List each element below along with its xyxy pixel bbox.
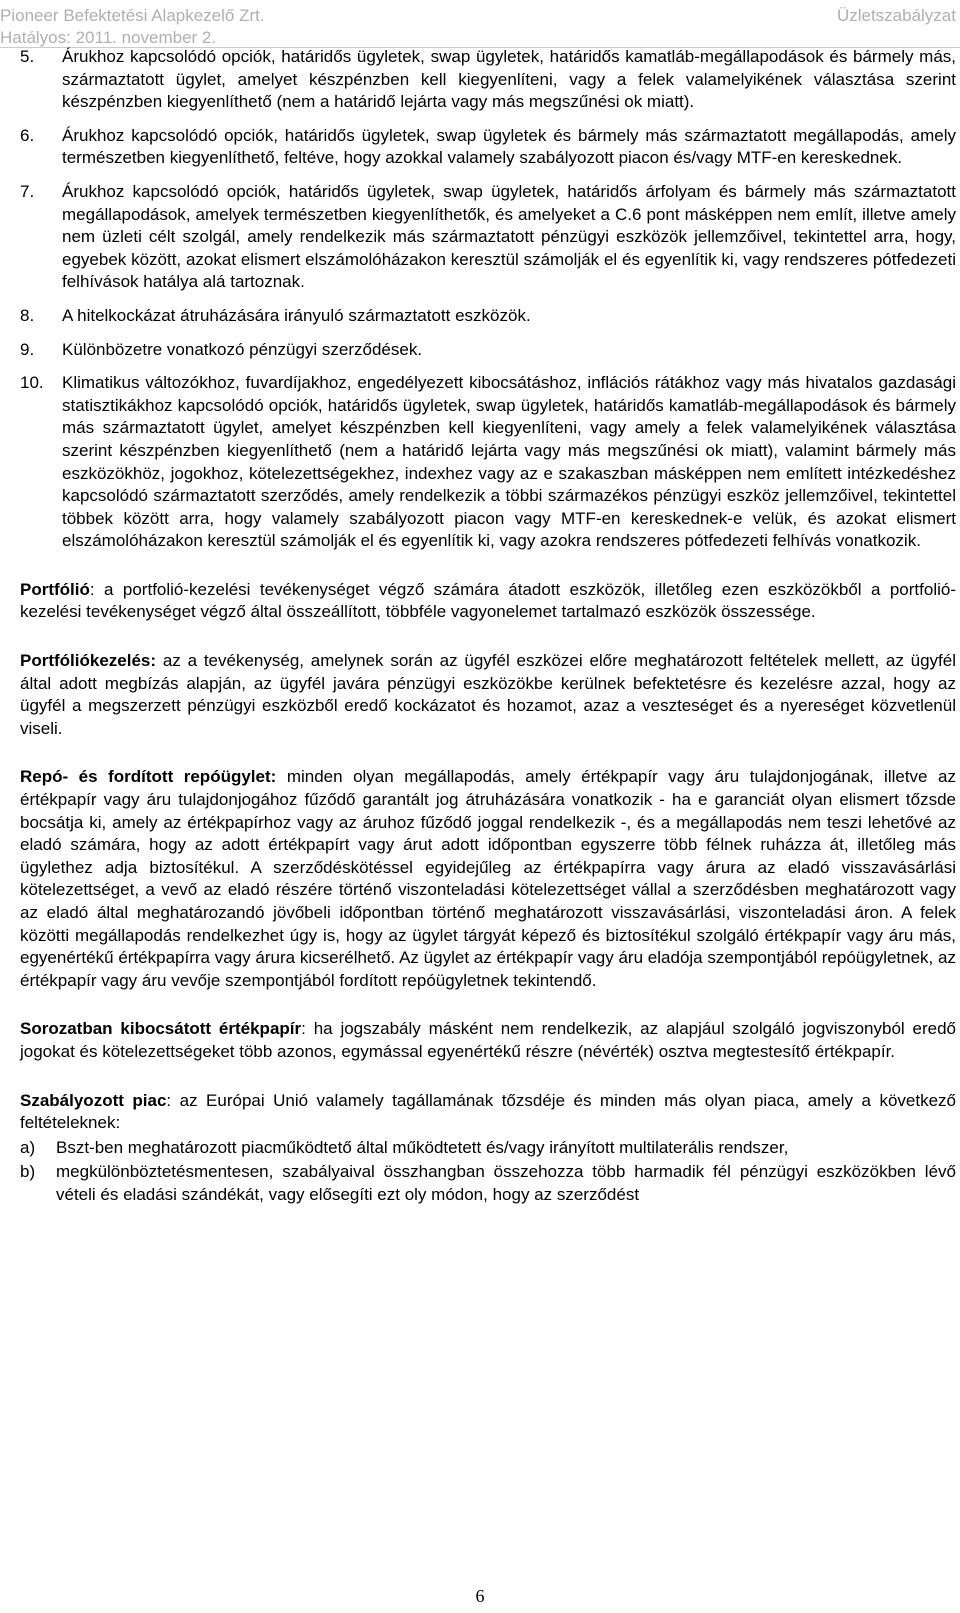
definition-separator	[276, 767, 287, 786]
list-item	[20, 125, 956, 170]
list-item-text: Árukhoz kapcsolódó opciók, határidős ügyletek, swap ügyletek és bármely más származtatott megállapodás, amely természetben kiegyenlíthető, feltéve, hogy azokkal valamely szabályozott piacon és/vagy MTF-en kereskednek.	[62, 125, 956, 168]
definition-text: az a tevékenység, amelynek során az ügyfél eszközei előre meghatározott feltételek mellett, az ügyfél által adott megbízás alapján, az ügyfél javára pénzügyi eszközökbe kerülnek befektetésre és kezelésre azzal, hogy az ügyfél a megszerzett pénzügyi eszközből eredő kockázatot és hozamot, azaz a veszteséget és a nyereséget közvetlenül viseli.	[20, 651, 956, 738]
definition-text: ha jogszabály másként nem rendelkezik, az alapjául szolgáló jogviszonyból eredő jogokat és kötelezettségeket több azonos, egymással egyenértékű részre (névérték) osztva megtestesítő értékpapír.	[20, 1019, 956, 1061]
definition-separator: :	[89, 579, 105, 599]
header-document-title: Üzletszabályzat	[836, 6, 956, 25]
list-item-number: 5.	[20, 47, 35, 66]
definition-portfolio	[20, 579, 956, 624]
definition-separator: :	[166, 1090, 180, 1110]
list-item-text: Klimatikus változókhoz, fuvardíjakhoz, engedélyezett kibocsátáshoz, inflációs rátákhoz vagy más hivatalos gazdasági statisztikákhoz kapcsolódó opciók, határidős ügyletek, swap ügyletek, határidős kamatláb-megállapodások és bármely más származtatott ügylet, amelyet készpénzben kell kiegyenlíteni, vagy amely a felek valamelyikének választása szerint készpénzben kiegyenlíthető (nem a határidő lejárta vagy más megszűnési ok miatt), valamint bármely más eszközökhöz, jogokhoz, kötelezettségekhez, indexhez vagy az e szakaszban másképpen nem említett intézkedéshez kapcsolódó származtatott szerződés, amely rendelkezik a többi származékos pénzügyi eszköz jellemzőivel, tekintettel többek között arra, hogy valamely szabályozott piacon vagy MTF-en kereskednek-e velük, és azokat elismert elszámolóházakon keresztül számolják el és egyenlítik ki, vagy azokra rendszeres pótfedezeti felhívás vonatkozik.	[62, 373, 956, 551]
definition-text: az Európai Unió valamely tagállamának tőzsdéje és minden más olyan piaca, amely a következő feltételeknek:	[20, 1090, 957, 1133]
header-effective-date: Hatályos: 2011. november 2.	[0, 28, 217, 47]
definition-term: Sorozatban kibocsátott értékpapír	[20, 1019, 302, 1039]
page-header	[0, 0, 960, 48]
definition-term: Szabályozott piac	[20, 1090, 167, 1110]
list-item-text: Különbözetre vonatkozó pénzügyi szerződések.	[62, 339, 423, 359]
page-number: 6	[475, 1586, 485, 1606]
definition-szabalyozott-piac	[20, 1090, 956, 1135]
list-item-number: 8.	[20, 305, 35, 325]
list-item-text: Árukhoz kapcsolódó opciók, határidős ügyletek, swap ügyletek, határidős kamatláb-megállapodások és bármely más, származtatott ügylet, amelyet készpénzben kell kiegyenlíteni, vagy a felek valamelyikének választása szerint készpénzben kiegyenlíthető (nem a határidő lejárta vagy más megszűnési ok miatt).	[62, 47, 956, 112]
list-item	[20, 339, 956, 362]
list-item-number: 9.	[20, 339, 35, 359]
list-item-text: Árukhoz kapcsolódó opciók, határidős ügyletek, swap ügyletek, határidős árfolyam és bármely más származtatott megállapodások, amelyek természetben kiegyenlíthetők, és amelyeket a C.6 pont másképpen nem említ, illetve amely nem üzleti célt szolgál, amely rendelkezik más származtatott pénzügyi eszközök jellemzőivel, tekintettel arra, hogy, egyebek között, azokat elismert elszámolóházakon keresztül számolják el és egyenlítik ki, vagy rendszeres pótfedezeti felhívások hatálya alá tartoznak.	[62, 181, 956, 292]
list-item-number: 7.	[20, 181, 35, 201]
definition-portfoliokezeles	[20, 650, 956, 740]
definition-term: Portfóliókezelés:	[20, 651, 157, 671]
sub-list-item-letter: b)	[20, 1162, 36, 1182]
sub-list-item	[20, 1137, 956, 1160]
list-item	[20, 305, 956, 328]
definition-repo	[20, 766, 956, 992]
definition-term: Repó- és fordított repóügylet:	[20, 767, 277, 787]
sub-list-item	[20, 1161, 956, 1206]
definition-text: a portfolió-kezelési tevékenységet végző számára átadott eszközök, illetőleg ezen eszközökből a portfolió-kezelési tevékenységet végző által összeállított, többféle vagyonelemet tartalmazó eszközök összessége.	[20, 579, 956, 622]
definition-separator	[156, 651, 163, 670]
document-body	[20, 46, 956, 1207]
definition-text: minden olyan megállapodás, amely értékpapír vagy áru tulajdonjogának, illetve az értékpapír vagy áru tulajdonjogához fűződő garantált jog átruházására vonatkozik - ha e garanciát olyan elismert tőzsde bocsátja ki, amely az értékpapírhoz vagy az áruhoz fűződő joggal rendelkezik -, és a megállapodás nem teszi lehetővé az eladó számára, hogy az adott értékpapírt vagy árut adott időpontban egyszerre több félnek ruházza át, illetőleg más ügylethez adja biztosítékul. A szerződéskötéssel egyidejűleg az értékpapírra vagy árura az eladó visszavásárlási kötelezettséget, a vevő az eladó részére történő viszonteladási kötelezettséget vállal a szerződésben meghatározott vagy az eladó által meghatározandó jövőbeli időpontban történő meghatározott visszavásárlási, viszonteladási áron. A felek közötti megállapodás rendelkezhet úgy is, hogy az ügylet tárgyát képező és biztosítékul szolgáló értékpapír vagy áru más, egyenértékű értékpapírra vagy árura kicserélhető. Az ügylet az értékpapír vagy áru eladója szempontjából repóügyletnek, az értékpapír vagy áru vevője szempontjából fordított repóügyletnek tekintendő.	[20, 767, 956, 990]
sub-list-item-letter: a)	[20, 1137, 36, 1157]
definition-separator: :	[301, 1019, 314, 1039]
list-item	[20, 372, 956, 553]
sub-list-item-text: megkülönböztetésmentesen, szabályaival összhangban összehozza több harmadik fél pénzügyi eszközökben lévő vételi és eladási szándékát, vagy elősegíti ezt oly módon, hogy az szerződést	[56, 1162, 956, 1204]
list-item-number: 10.	[20, 373, 44, 393]
list-item	[20, 46, 956, 114]
definition-term: Portfólió	[20, 579, 90, 599]
definition-sorozatban-kibocsatott	[20, 1018, 956, 1063]
list-item-number: 6.	[20, 125, 35, 145]
list-item-text: A hitelkockázat átruházására irányuló származtatott eszközök.	[62, 305, 531, 325]
list-item	[20, 181, 956, 294]
header-company: Pioneer Befektetési Alapkezelő Zrt.	[0, 6, 265, 25]
sub-list-item-text: Bszt-ben meghatározott piacműködtető által működtetett és/vagy irányított multilaterális rendszer,	[56, 1137, 789, 1157]
